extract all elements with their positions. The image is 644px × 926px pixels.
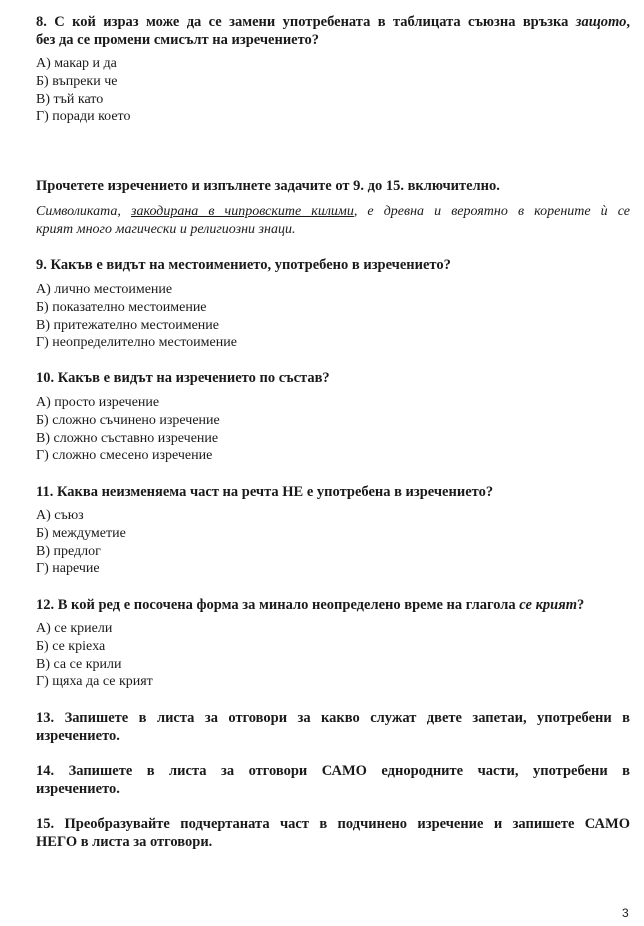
question-9-options (36, 281, 630, 352)
sentence-line-1 (36, 203, 630, 221)
question-11-options (36, 507, 630, 578)
question-8-punct: , (626, 14, 630, 30)
question-8-text: 8. С кой израз може да се замени употребената в таблицата съюзна връзка (36, 14, 576, 30)
option-d: Г) поради което (36, 109, 131, 125)
question-11: 11. Каква неизменяема част на речта НЕ е употребена в изречението? (36, 484, 494, 500)
option-d: Г) неопределително местоимение (36, 335, 237, 351)
question-15 (36, 815, 630, 851)
instruction: Прочетете изречението и изпълнете задачите от 9. до 15. включително. (36, 178, 500, 194)
question-13 (36, 709, 630, 745)
question-15-line-1: 15. Преобразувайте подчертаната част в подчинено изречение и запишете САМО (36, 816, 630, 832)
option-a: А) се криели (36, 621, 113, 636)
sentence-part-2: , е древна и вероятно в корените ѝ се (353, 204, 630, 219)
sentence-line-2: крият много магически и религиозни знаци. (36, 222, 296, 237)
question-14-line-1: 14. Запишете в листа за отговори САМО еднородните части, употребени в (36, 763, 630, 779)
question-12-punct: ? (577, 597, 585, 613)
question-9: 9. Какъв е видът на местоимението, употребено в изречението? (36, 257, 451, 273)
question-14-line-2: изречението. (36, 781, 120, 797)
option-d: Г) наречие (36, 561, 100, 577)
question-12-text: 12. В кой ред е посочена форма за минало неопределено време на глагола (36, 597, 520, 613)
question-8-line-1 (36, 13, 630, 31)
option-c: В) тъй като (36, 91, 104, 107)
option-b: Б) междуметие (36, 525, 126, 541)
question-13-line-2: изречението. (36, 728, 120, 744)
underlined-part: закодирана в чипровските килими (130, 204, 354, 219)
option-c: В) притежателно местоимение (36, 317, 219, 333)
question-12-italic-verb: се крият (519, 597, 577, 613)
question-15-line-2: НЕГО в листа за отговори. (36, 834, 213, 850)
option-d: Г) щяха да се крият (36, 674, 153, 690)
option-c: В) предлог (36, 543, 101, 559)
option-b: Б) се крieха (36, 638, 106, 654)
option-b: Б) сложно съчинено изречение (36, 412, 220, 428)
question-14 (36, 762, 630, 798)
page-number: 3 (622, 906, 629, 920)
question-12 (36, 596, 630, 614)
option-a: А) лично местоимение (36, 282, 173, 297)
question-12-options (36, 620, 630, 691)
question-8-options (36, 55, 630, 126)
option-a: А) просто изречение (36, 395, 160, 410)
question-10: 10. Какъв е видът на изречението по състав? (36, 370, 330, 386)
option-a: А) макар и да (36, 56, 117, 71)
option-b: Б) показателно местоимение (36, 299, 207, 315)
question-10-options (36, 394, 630, 465)
option-c: В) сложно съставно изречение (36, 430, 219, 446)
question-8-italic-word: защото (575, 14, 627, 30)
option-a: А) съюз (36, 508, 84, 523)
source-sentence (36, 203, 630, 239)
question-8-line-2: без да се промени смисълт на изречението? (36, 32, 320, 48)
question-13-line-1: 13. Запишете в листа за отговори за какво служат двете запетаи, употребени в (36, 710, 630, 726)
sentence-part-1: Символиката, (36, 204, 131, 219)
question-8 (36, 13, 630, 49)
option-c: В) са се крили (36, 656, 122, 672)
option-b: Б) въпреки че (36, 73, 118, 89)
option-d: Г) сложно смесено изречение (36, 448, 213, 464)
